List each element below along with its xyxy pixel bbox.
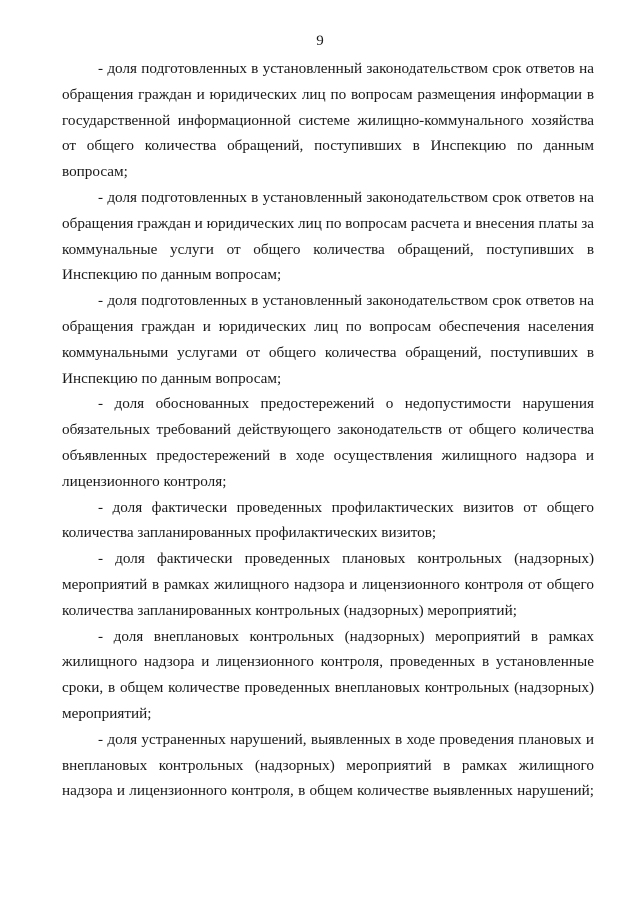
- paragraph-preventive-visits: [62, 495, 594, 547]
- paragraph-eliminated-violations: [62, 727, 594, 804]
- paragraph-unplanned-inspections: [62, 624, 594, 727]
- text-line: - доля подготовленных в установленный законодательством срок ответов на: [98, 292, 594, 310]
- text-line: - доля подготовленных в установленный законодательством срок ответов на: [98, 60, 594, 77]
- text-line: Инспекцию по данным вопросам;: [62, 369, 282, 387]
- text-line: - доля подготовленных в установленный законодательством срок ответов на: [98, 188, 594, 206]
- paragraph-utility-payment-responses: [62, 185, 594, 288]
- text-line: количества запланированных профилактических визитов;: [62, 524, 437, 542]
- text-line: коммунальными услугами от общего количества обращений, поступивших в: [62, 343, 594, 361]
- page-number: 9: [316, 33, 324, 49]
- text-line: объявленных предостережений в ходе осуществления жилищного надзора и: [62, 446, 594, 464]
- paragraph-gis-housing-responses: [62, 56, 594, 185]
- text-line: - доля устраненных нарушений, выявленных в ходе проведения плановых и: [98, 730, 594, 748]
- text-line: коммунальные услуги от общего количества обращений, поступивших в: [62, 240, 594, 258]
- text-line: - доля фактически проведенных плановых контрольных (надзорных): [98, 550, 594, 568]
- text-line: лицензионного контроля;: [62, 472, 227, 490]
- text-line: мероприятий;: [62, 704, 152, 722]
- text-line: обязательных требований действующего законодательств от общего количества: [62, 421, 594, 439]
- text-line: обращения граждан и юридических лиц по вопросам обеспечения населения: [62, 317, 594, 335]
- text-line: - доля фактически проведенных профилактических визитов от общего: [98, 498, 594, 516]
- paragraph-planned-inspections: [62, 546, 594, 623]
- text-line: вопросам;: [62, 163, 128, 181]
- paragraph-utility-services-responses: [62, 288, 594, 391]
- text-line: - доля внеплановых контрольных (надзорных) мероприятий в рамках: [98, 627, 594, 645]
- text-line: Инспекцию по данным вопросам;: [62, 266, 282, 284]
- text-line: жилищного надзора и лицензионного контроля, проведенных в установленные: [62, 653, 594, 671]
- text-line: надзора и лицензионного контроля, в общем количестве выявленных нарушений;: [62, 782, 594, 800]
- text-line: обращения граждан и юридических лиц по вопросам размещения информации в: [62, 85, 594, 103]
- document-body: [62, 56, 594, 804]
- text-line: - доля обоснованных предостережений о недопустимости нарушения: [98, 395, 594, 413]
- text-line: обращения граждан и юридических лиц по вопросам расчета и внесения платы за: [62, 214, 594, 232]
- text-line: государственной информационной системе жилищно-коммунального хозяйства: [62, 111, 594, 129]
- paragraph-warnings: [62, 391, 594, 494]
- text-line: мероприятий в рамках жилищного надзора и лицензионного контроля от общего: [62, 575, 594, 593]
- text-line: внеплановых контрольных (надзорных) мероприятий в рамках жилищного: [62, 756, 594, 774]
- text-line: сроки, в общем количестве проведенных внеплановых контрольных (надзорных): [62, 679, 594, 697]
- text-line: количества запланированных контрольных (надзорных) мероприятий;: [62, 601, 517, 619]
- text-line: от общего количества обращений, поступивших в Инспекцию по данным: [62, 137, 594, 155]
